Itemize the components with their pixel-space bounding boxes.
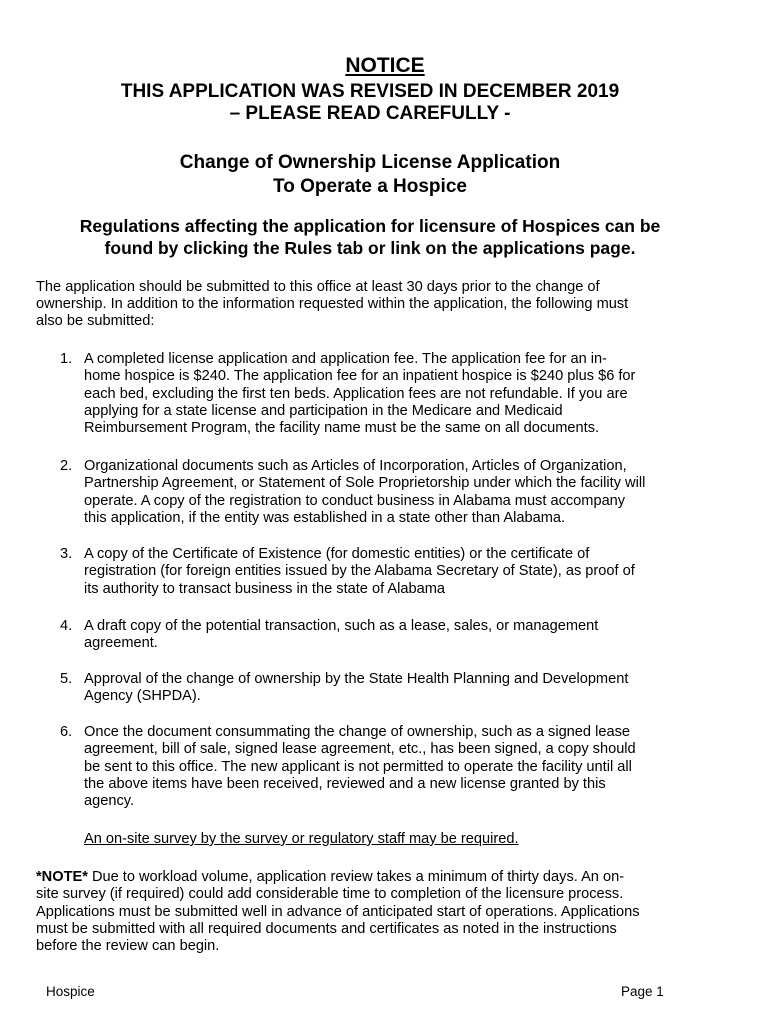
title-line: Change of Ownership License Application	[179, 152, 561, 173]
revision-line: THIS APPLICATION WAS REVISED IN DECEMBER 2019	[120, 81, 620, 102]
list-item-line: Partnership Agreement, or Statement of Sole Proprietorship under which the facility will	[84, 475, 646, 492]
list-item-line: Agency (SHPDA).	[84, 688, 201, 705]
notice-heading: NOTICE	[345, 54, 425, 77]
note-label: *NOTE*	[36, 869, 88, 885]
list-item-line: home hospice is $240. The application fee for an inpatient hospice is $240 plus $6 for	[84, 368, 636, 385]
list-item-line: agreement.	[84, 635, 158, 652]
intro-paragraph	[36, 279, 726, 330]
list-item-line: Once the document consummating the change of ownership, such as a signed lease	[84, 724, 630, 740]
list-item-line: its authority to transact business in the state of Alabama	[84, 580, 445, 597]
intro-line: ownership. In addition to the information requested within the application, the following must	[36, 296, 629, 312]
title-line: To Operate a Hospice	[273, 176, 467, 197]
list-item-line: Reimbursement Program, the facility name must be the same on all documents.	[84, 420, 600, 437]
list-item-line: registration (for foreign entities issued by the Alabama Secretary of State), as proof of	[84, 563, 635, 580]
list-item-number: 3.	[60, 546, 73, 562]
list-item-line: A completed license application and application fee. The application fee for an in-	[84, 351, 608, 367]
list-item-line: applying for a state license and participation in the Medicare and Medicaid	[84, 402, 563, 419]
regulations-notice	[0, 215, 740, 259]
list-item-number: 6.	[60, 724, 73, 740]
note-line: site survey (if required) could add considerable time to completion of the licensure process.	[36, 886, 624, 903]
list-item-line: agency.	[84, 793, 135, 810]
note-line: before the review can begin.	[36, 938, 220, 955]
regulations-line: Regulations affecting the application for licensure of Hospices can be	[79, 216, 661, 236]
list-item-line: the above items have been received, reviewed and a new license granted by this	[84, 775, 606, 792]
intro-line: The application should be submitted to this office at least 30 days prior to the change of	[36, 279, 600, 295]
note-first-line-text: Due to workload volume, application review takes a minimum of thirty days. An on-	[87, 869, 625, 885]
revision-notice	[0, 81, 740, 125]
workload-note	[36, 869, 726, 955]
list-item-line: Organizational documents such as Articles of Incorporation, Articles of Organization,	[84, 458, 627, 474]
note-line: Applications must be submitted well in advance of anticipated start of operations. Applications	[36, 903, 640, 920]
intro-line: also be submitted:	[36, 313, 155, 329]
list-item-line: A draft copy of the potential transaction, such as a lease, sales, or management	[84, 618, 599, 634]
list-item-line: be sent to this office. The new applicant is not permitted to operate the facility until all	[84, 758, 632, 775]
list-item-number: 1.	[60, 351, 73, 367]
list-item-line: Approval of the change of ownership by the State Health Planning and Development	[84, 671, 629, 687]
footer-page-number: Page 1	[621, 984, 664, 999]
document-title	[0, 151, 740, 199]
survey-requirement-note: An on-site survey by the survey or regulatory staff may be required.	[84, 831, 519, 847]
list-item-line: each bed, excluding the first ten beds. Application fees are not refundable. If you are	[84, 385, 628, 402]
list-item-number: 4.	[60, 618, 73, 634]
note-line: must be submitted with all required documents and certificates as noted in the instructions	[36, 920, 617, 937]
note-first-line	[36, 869, 726, 886]
footer-document-name: Hospice	[46, 984, 95, 999]
list-item-line: agreement, bill of sale, signed lease agreement, etc., has been signed, a copy should	[84, 741, 636, 758]
list-item-number: 2.	[60, 458, 73, 474]
regulations-line: found by clicking the Rules tab or link on the applications page.	[104, 238, 636, 258]
list-item-line: operate. A copy of the registration to conduct business in Alabama must accompany	[84, 492, 626, 509]
list-item-number: 5.	[60, 671, 73, 687]
list-item-line: this application, if the entity was established in a state other than Alabama.	[84, 509, 566, 526]
list-item-line: A copy of the Certificate of Existence (for domestic entities) or the certificate of	[84, 546, 590, 562]
revision-line: – PLEASE READ CAREFULLY -	[229, 103, 511, 124]
